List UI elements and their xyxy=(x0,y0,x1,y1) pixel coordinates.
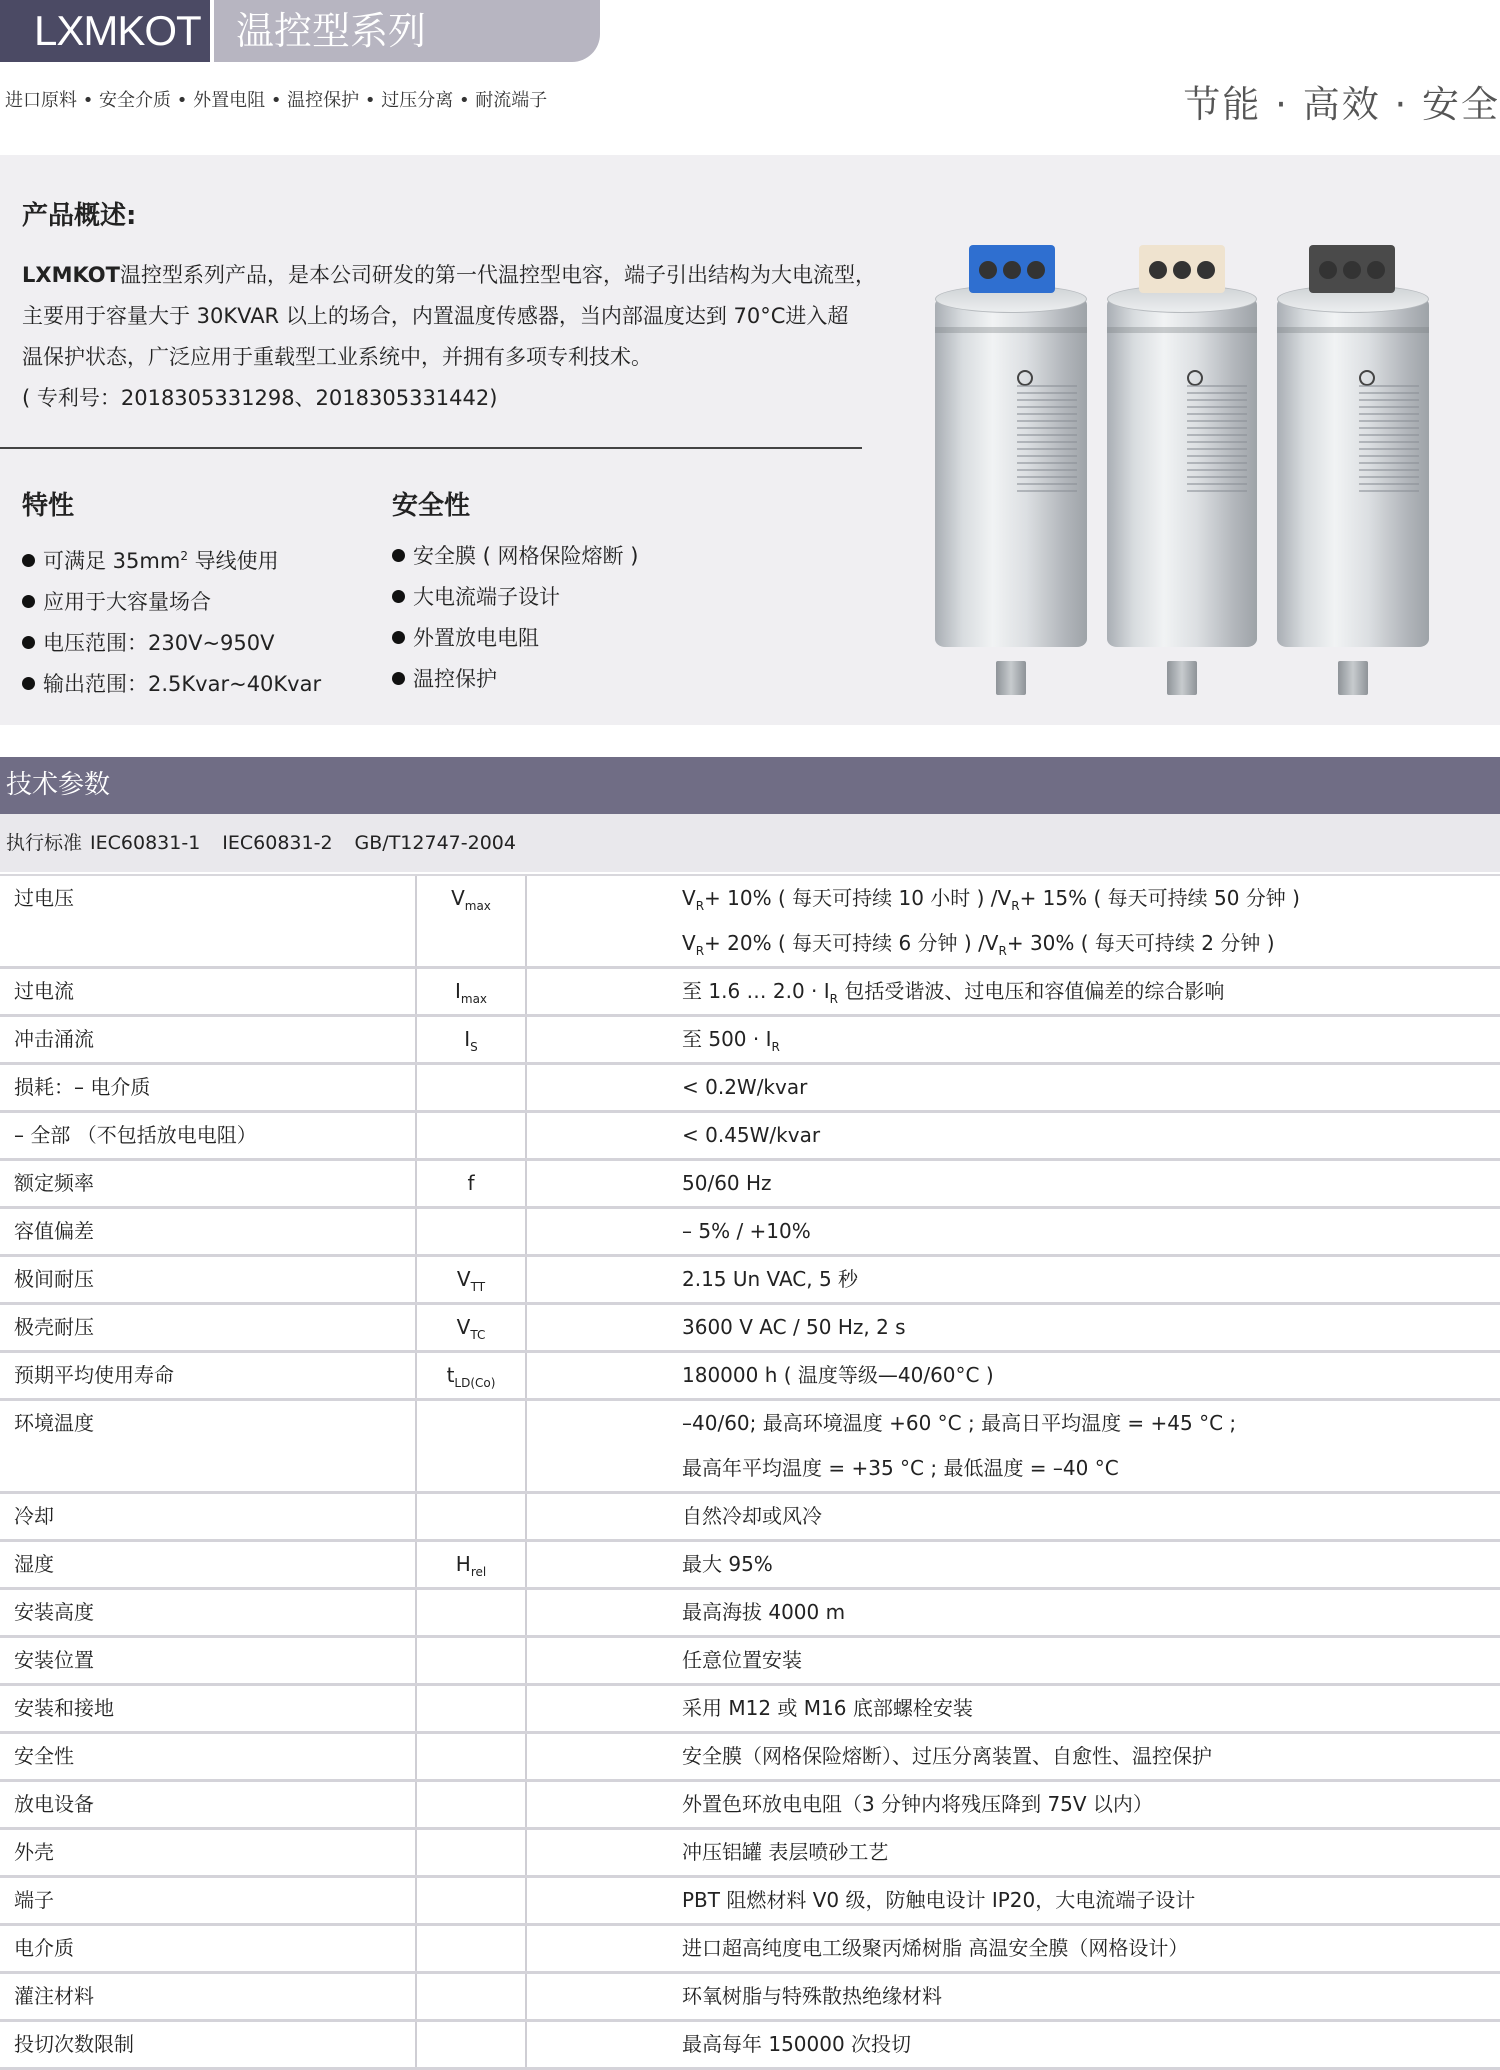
spec-name: 过电压 xyxy=(0,876,417,966)
spec-value: –40/60; 最高环境温度 +60 °C ; 最高日平均温度 = +45 °C ; 最高年平均温度 = +35 °C ; 最低温度 = –40 °C xyxy=(682,1411,1237,1480)
features-line: 进口原料 • 安全介质 • 外置电阻 • 温控保护 • 过压分离 • 耐流端子 xyxy=(5,90,548,111)
spec-name: – 全部 （不包括放电电阻） xyxy=(0,1113,417,1158)
spec-symbol: f xyxy=(417,1161,527,1206)
table-row xyxy=(0,1638,1500,1686)
table-row xyxy=(0,1065,1500,1113)
overview-title: 产品概述: xyxy=(22,201,137,231)
table-row xyxy=(0,1494,1500,1542)
series-title: 温控型系列 xyxy=(214,0,600,62)
tech-section-header: 技术参数 xyxy=(0,757,1500,814)
spec-name: 冷却 xyxy=(0,1494,417,1539)
table-row xyxy=(0,1017,1500,1065)
features-title: 特性 xyxy=(22,491,75,521)
mounting-bolt xyxy=(1167,661,1197,695)
mounting-bolt xyxy=(996,661,1026,695)
spec-value: 最高每年 150000 次投切 xyxy=(682,2032,912,2056)
standards-row xyxy=(0,814,1500,872)
safety-item: 外置放电电阻 xyxy=(392,618,638,659)
capacitor-ring xyxy=(1107,327,1257,333)
spec-value: 2.15 Un VAC, 5 秒 xyxy=(682,1267,859,1291)
spec-value: < 0.2W/kvar xyxy=(682,1075,808,1099)
overview-text xyxy=(22,255,882,419)
table-row xyxy=(0,876,1500,969)
table-row xyxy=(0,1113,1500,1161)
spec-value: 采用 M12 或 M16 底部螺栓安装 xyxy=(682,1696,973,1720)
spec-value: 3600 V AC / 50 Hz, 2 s xyxy=(682,1315,906,1339)
table-row xyxy=(0,1782,1500,1830)
bullet-icon xyxy=(392,672,405,685)
table-row xyxy=(0,1926,1500,1974)
table-row xyxy=(0,1305,1500,1353)
model-title: LXMKOT xyxy=(0,0,210,62)
spec-symbol xyxy=(417,1734,527,1779)
safety-item: 温控保护 xyxy=(392,659,638,700)
page-header xyxy=(0,0,1500,62)
terminal-block-icon xyxy=(969,245,1055,293)
spec-table xyxy=(0,874,1500,2070)
spec-name: 安全性 xyxy=(0,1734,417,1779)
spec-symbol xyxy=(417,1113,527,1158)
spec-symbol: $I_{max}$ xyxy=(417,969,527,1014)
feature-item: 电压范围：230V~950V xyxy=(22,623,321,664)
bullet-icon xyxy=(22,636,35,649)
spec-name: 灌注材料 xyxy=(0,1974,417,2019)
spec-name: 预期平均使用寿命 xyxy=(0,1353,417,1398)
overview-divider xyxy=(0,447,862,449)
overview-line: LXMKOT温控型系列产品，是本公司研发的第一代温控型电容，端子引出结构为大电流型， xyxy=(22,263,876,287)
spec-symbol xyxy=(417,2022,527,2067)
spec-value: 环氧树脂与特殊散热绝缘材料 xyxy=(682,1984,942,2008)
table-row xyxy=(0,2022,1500,2070)
terminal-block-icon xyxy=(1309,245,1395,293)
table-row xyxy=(0,1353,1500,1401)
product-image xyxy=(925,245,1500,715)
table-row xyxy=(0,1209,1500,1257)
features-column xyxy=(22,485,321,705)
overview-brand: LXMKOT xyxy=(22,263,120,287)
overview-panel xyxy=(0,155,1500,725)
spec-symbol xyxy=(417,1590,527,1635)
spec-value: 50/60 Hz xyxy=(682,1171,772,1195)
bullet-icon xyxy=(392,590,405,603)
standard-item: GB/T12747-2004 xyxy=(354,832,516,854)
spec-name: 额定频率 xyxy=(0,1161,417,1206)
table-row xyxy=(0,1542,1500,1590)
spec-symbol: $V_{max}$ xyxy=(417,876,527,966)
spec-value: 外置色环放电电阻（3 分钟内将残压降到 75V 以内） xyxy=(682,1792,1153,1816)
spec-value: 安全膜（网格保险熔断）、过压分离装置、自愈性、温控保护 xyxy=(682,1744,1212,1768)
spec-value: 至 $500 \cdot I_R$ xyxy=(682,1027,780,1054)
capacitor-gray xyxy=(1277,245,1429,695)
spec-name: 冲击涌流 xyxy=(0,1017,417,1062)
spec-symbol xyxy=(417,1686,527,1731)
spec-name: 过电流 xyxy=(0,969,417,1014)
brand-logo-icon xyxy=(1017,370,1033,386)
table-row xyxy=(0,969,1500,1017)
overview-patent: ( 专利号：2018305331298、2018305331442) xyxy=(22,386,498,410)
spec-name: 放电设备 xyxy=(0,1782,417,1827)
feature-item: 可满足 $35mm^2$ 导线使用 xyxy=(22,536,321,582)
feature-item: 应用于大容量场合 xyxy=(22,582,321,623)
spec-name: 端子 xyxy=(0,1878,417,1923)
capacitor-blue xyxy=(935,245,1087,695)
capacitor-label xyxy=(1187,385,1247,495)
slogan: 节能 · 高效 · 安全 xyxy=(1183,83,1500,126)
table-row xyxy=(0,1830,1500,1878)
spec-value: $V_R+ 10\%$ ( 每天可持续 10 小时 ) $/V_R+ 15\%$ ( 每天可持续 50 分钟 ) $V_R+ 20\%$ ( 每天可持续 6 分钟 ) $/V_R+ 30\%$ ( 每天可持续 2 分钟 ) xyxy=(682,886,1300,958)
overview-line: 温保护状态，广泛应用于重载型工业系统中，并拥有多项专利技术。 xyxy=(22,345,652,369)
spec-symbol xyxy=(417,1974,527,2019)
spec-value: – 5% / +10% xyxy=(682,1219,811,1243)
spec-value: 至 1.6 … $2.0 \cdot I_R$ 包括受谐波、过电压和容值偏差的综合影响 xyxy=(682,979,1225,1006)
spec-symbol xyxy=(417,1494,527,1539)
spec-name: 投切次数限制 xyxy=(0,2022,417,2067)
spec-value: 进口超高纯度电工级聚丙烯树脂 高温安全膜（网格设计） xyxy=(682,1936,1189,1960)
mounting-bolt xyxy=(1338,661,1368,695)
capacitor-beige xyxy=(1107,245,1257,695)
terminal-block-icon xyxy=(1139,245,1225,293)
spec-value: 180000 h ( 温度等级—40/60°C ) xyxy=(682,1363,994,1387)
table-row xyxy=(0,1734,1500,1782)
spec-value: PBT 阻燃材料 V0 级，防触电设计 IP20，大电流端子设计 xyxy=(682,1888,1196,1912)
spec-name: 湿度 xyxy=(0,1542,417,1587)
safety-title: 安全性 xyxy=(392,491,471,521)
bullet-icon xyxy=(392,631,405,644)
feature-item: 输出范围：2.5Kvar~40Kvar xyxy=(22,664,321,705)
overview-line: 主要用于容量大于 30KVAR 以上的场合，内置温度传感器，当内部温度达到 70°C进入超 xyxy=(22,304,849,328)
spec-name: 损耗：– 电介质 xyxy=(0,1065,417,1110)
spec-symbol xyxy=(417,1782,527,1827)
bullet-icon xyxy=(392,549,405,562)
spec-symbol xyxy=(417,1401,527,1491)
safety-column xyxy=(392,485,638,700)
spec-name: 环境温度 xyxy=(0,1401,417,1491)
safety-item: 大电流端子设计 xyxy=(392,577,638,618)
spec-symbol: $H_{rel}$ xyxy=(417,1542,527,1587)
spec-value: < 0.45W/kvar xyxy=(682,1123,821,1147)
spec-symbol xyxy=(417,1878,527,1923)
standard-item: IEC60831-1 xyxy=(90,832,201,854)
spec-name: 极间耐压 xyxy=(0,1257,417,1302)
brand-logo-icon xyxy=(1187,370,1203,386)
standard-item: IEC60831-2 xyxy=(222,832,333,854)
safety-item: 安全膜 ( 网格保险熔断 ) xyxy=(392,536,638,577)
table-row xyxy=(0,1257,1500,1305)
spec-symbol xyxy=(417,1065,527,1110)
spec-value: 自然冷却或风冷 xyxy=(682,1504,822,1528)
spec-symbol xyxy=(417,1638,527,1683)
spec-name: 极壳耐压 xyxy=(0,1305,417,1350)
capacitor-ring xyxy=(1277,327,1429,333)
capacitor-ring xyxy=(935,327,1087,333)
table-row xyxy=(0,1974,1500,2022)
spec-symbol xyxy=(417,1830,527,1875)
table-row xyxy=(0,1401,1500,1494)
capacitor-label xyxy=(1359,385,1419,495)
table-row xyxy=(0,1878,1500,1926)
bullet-icon xyxy=(22,677,35,690)
spec-symbol xyxy=(417,1209,527,1254)
spec-name: 外壳 xyxy=(0,1830,417,1875)
spec-value: 最高海拔 4000 m xyxy=(682,1600,846,1624)
spec-symbol: $I_S$ xyxy=(417,1017,527,1062)
standards-label: 执行标准 xyxy=(6,832,83,854)
table-row xyxy=(0,1686,1500,1734)
spec-value: 冲压铝罐 表层喷砂工艺 xyxy=(682,1840,889,1864)
spec-symbol: $V_{TC}$ xyxy=(417,1305,527,1350)
bullet-icon xyxy=(22,554,35,567)
brand-logo-icon xyxy=(1359,370,1375,386)
capacitor-label xyxy=(1017,385,1077,495)
spec-value: 任意位置安装 xyxy=(682,1648,802,1672)
spec-name: 安装位置 xyxy=(0,1638,417,1683)
spec-name: 安装高度 xyxy=(0,1590,417,1635)
spec-value: 最大 95% xyxy=(682,1552,773,1576)
spec-symbol xyxy=(417,1926,527,1971)
spec-name: 容值偏差 xyxy=(0,1209,417,1254)
bullet-icon xyxy=(22,595,35,608)
table-row xyxy=(0,1161,1500,1209)
spec-symbol: $V_{TT}$ xyxy=(417,1257,527,1302)
table-row xyxy=(0,1590,1500,1638)
spec-name: 电介质 xyxy=(0,1926,417,1971)
spec-name: 安装和接地 xyxy=(0,1686,417,1731)
spec-symbol: $t_{LD(Co)}$ xyxy=(417,1353,527,1398)
